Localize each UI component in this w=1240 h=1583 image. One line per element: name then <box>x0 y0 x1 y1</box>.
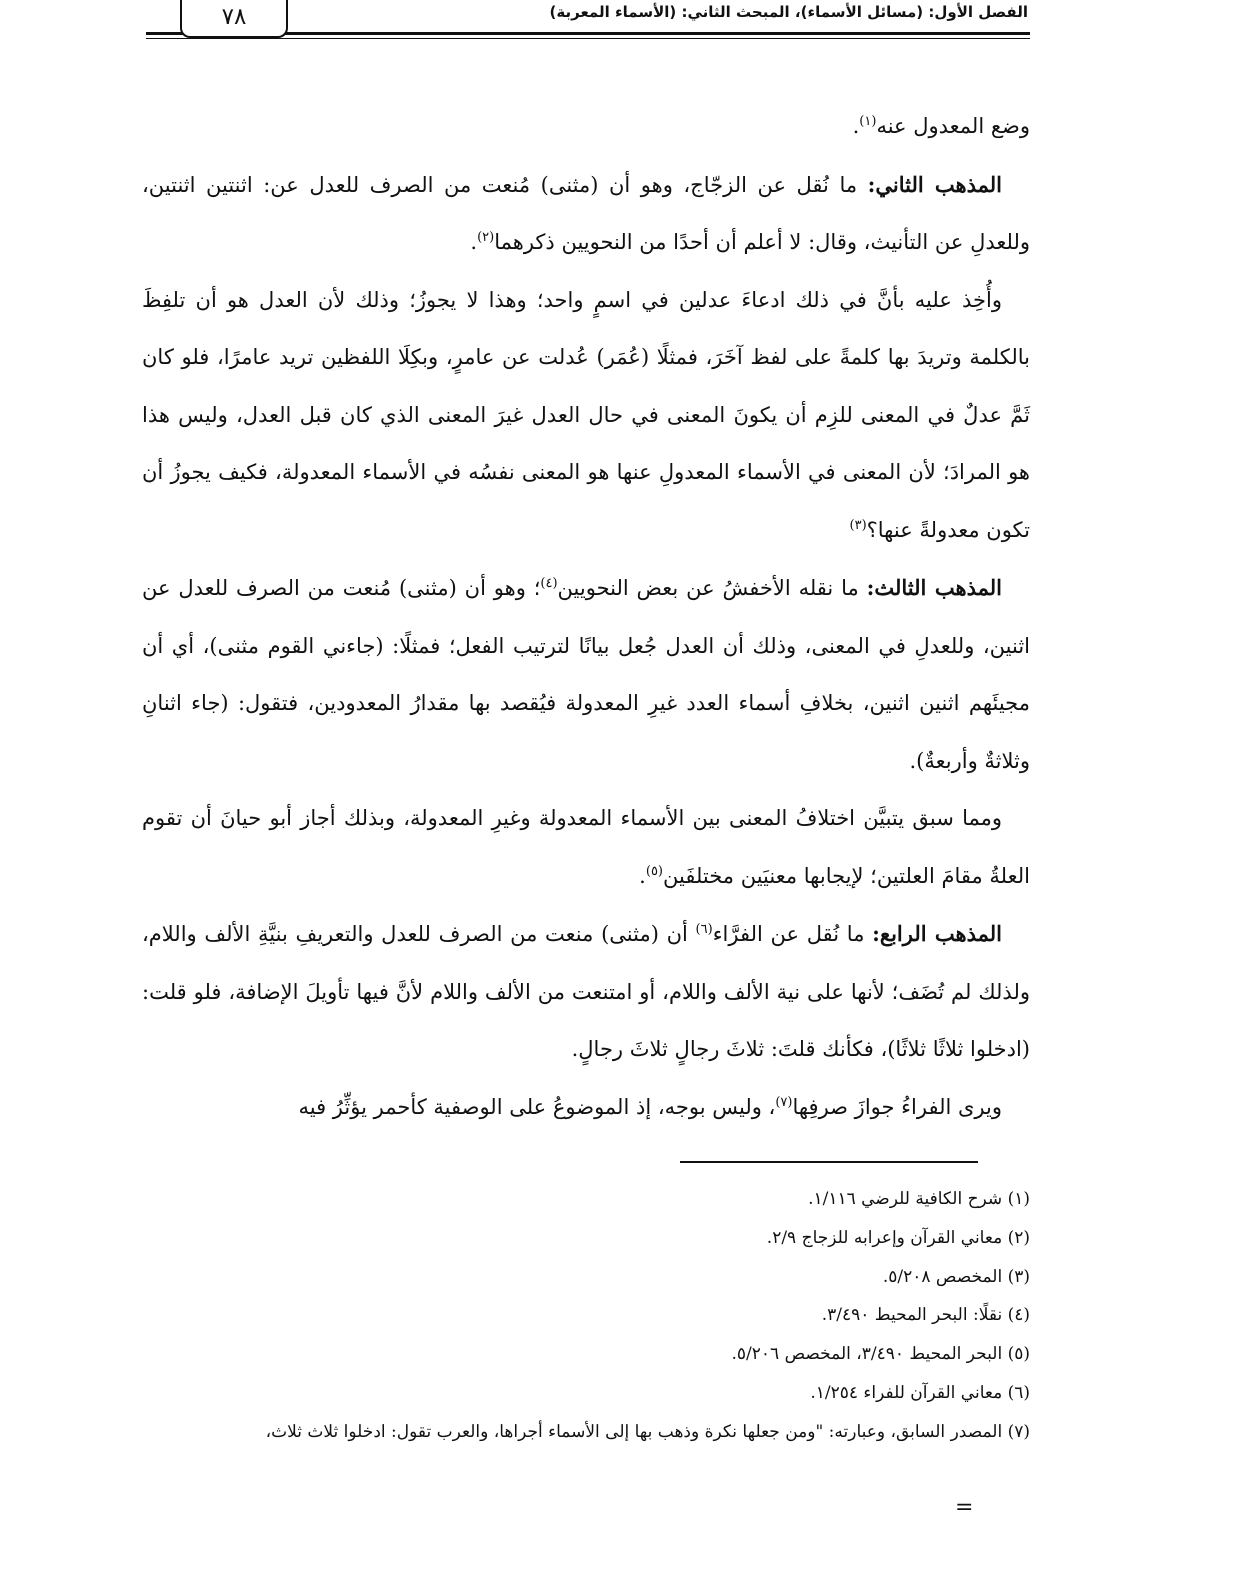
footnote-ref-1[interactable]: (١) <box>859 114 877 129</box>
footnote-1: (١) شرح الكافية للرضي ١/١١٦. <box>808 1189 1030 1209</box>
footnote-3: (٣) المخصص ٥/٢٠٨. <box>882 1266 1030 1287</box>
paragraph-5: ومما سبق يتبيَّن اختلافُ المعنى بين الأسماء المعدولة وغيرِ المعدولة، وبذلك أجاز أبو حيانَ أن تقوم العلةُ مقامَ العلتين؛ لإيجابها معنيَين مختلفَين$^{(٥)}$. <box>142 806 1030 888</box>
paragraph-1: وضع المعدول عنه$^{(١)}$. <box>852 114 1030 138</box>
footnote-ref-2[interactable]: (٢) <box>477 230 495 245</box>
footnote-ref-6[interactable]: (٦) <box>695 922 713 937</box>
paragraph-7: ويرى الفراءُ جوازَ صرفِها$^{(٧)}$، وليس بوجه، إذ الموضوعُ على الوصفية كأحمر يؤثِّرُ فيه <box>298 1094 1002 1119</box>
page-header <box>146 0 1030 42</box>
section-lead-third: المذهب الثالث: <box>866 575 1002 600</box>
paragraph-3: وأُخِذ عليه بأنَّ في ذلك ادعاءَ عدلين في اسمٍ واحد؛ وهذا لا يجوزُ؛ وذلك لأن العدل هو أن تلفِظَ بالكلمة وتريدَ بها كلمةً على لفظ آخَرَ، فمثلًا (عُمَر) عُدلت عن عامرٍ، وبكِلَا اللفظين تريد عامرًا، فلو كان ثَمَّ عدلٌ في المعنى للزِم أن يكونَ المعنى في حال العدل غيرَ المعنى الذي كان قبل العدل، وليس هذا هو المرادَ؛ لأن المعنى في الأسماء المعدولِ عنها هو المعنى نفسُه في الأسماء المعدولة، فكيف يجوزُ أن تكون معدولةً عنها؟$^{(٣)}$ <box>142 287 1030 542</box>
paragraph-2: المذهب الثاني: ما نُقل عن الزجّاج، وهو أن (مثنى) مُنعت من الصرف للعدل عن: اثنتين اثنتين، وللعدلِ عن التأنيث، وقال: لا أعلم أن أحدًا من النحويين ذكرهما$^{(٢)}$. <box>142 171 1030 254</box>
page-number: ٧٨ <box>180 0 288 38</box>
footnote-6: (٦) معاني القرآن للفراء ١/٢٥٤. <box>810 1382 1030 1403</box>
section-lead-second: المذهب الثاني: <box>867 171 1002 197</box>
footnote-ref-4[interactable]: (٤) <box>540 576 558 591</box>
main-text <box>142 98 1030 1136</box>
footnote-7: (٧) المصدر السابق، وعبارته: "ومن جعلها نكرة وذهب بها إلى الأسماء أجراها، والعرب تقول: ادخلوا ثلاث ثلاث، <box>265 1421 1030 1442</box>
footnote-ref-3[interactable]: (٣) <box>849 517 867 533</box>
footnote-4: (٤) نقلًا: البحر المحيط ٣/٤٩٠. <box>821 1305 1030 1326</box>
header-rule-thin <box>146 38 1030 39</box>
section-lead-fourth: المذهب الرابع: <box>872 921 1003 946</box>
paragraph-6: المذهب الرابع: ما نُقل عن الفرَّاء$^{(٦)}$ أن (مثنى) منعت من الصرف للعدل والتعريفِ بنيَّةِ الألف واللام، ولذلك لم تُضَف؛ لأنها على نية الألف واللام، أو امتنعت من الألف واللام لأنَّ فيها تأويلَ الإضافة، فلو قلت: (ادخلوا ثلاثًا ثلاثًا)، فكأنك قلتَ: ثلاثَ رجالٍ ثلاثَ رجالٍ. <box>142 921 1030 1061</box>
chapter-title: الفصل الأول: (مسائل الأسماء)، المبحث الثاني: (الأسماء المعربة) <box>549 3 1028 21</box>
footnote-2: (٢) معاني القرآن وإعرابه للزجاج ٢/٩. <box>766 1227 1030 1248</box>
footnote-separator <box>680 1161 978 1163</box>
footnote-5: (٥) البحر المحيط ٣/٤٩٠، المخصص ٥/٢٠٦. <box>731 1344 1030 1365</box>
footnote-ref-5[interactable]: (٥) <box>645 863 663 879</box>
footnote-ref-7[interactable]: (٧) <box>775 1094 793 1110</box>
footnotes <box>142 1180 1030 1452</box>
paragraph-4: المذهب الثالث: ما نقله الأخفشُ عن بعض النحويين$^{(٤)}$؛ وهو أن (مثنى) مُنعت من الصرف للعدل عن اثنين، وللعدلِ في المعنى، وذلك أن العدل جُعل بيانًا لترتيب الفعل؛ فمثلًا: (جاءني القوم مثنى)، أي أن مجيئَهم اثنين اثنين، بخلافِ أسماء العدد غيرِ المعدولة فيُقصد بها مقدارُ المعدودين، فتقول: (جاء اثنانِ وثلاثةٌ وأربعةٌ). <box>142 575 1030 773</box>
continuation-mark: = <box>955 1495 974 1520</box>
